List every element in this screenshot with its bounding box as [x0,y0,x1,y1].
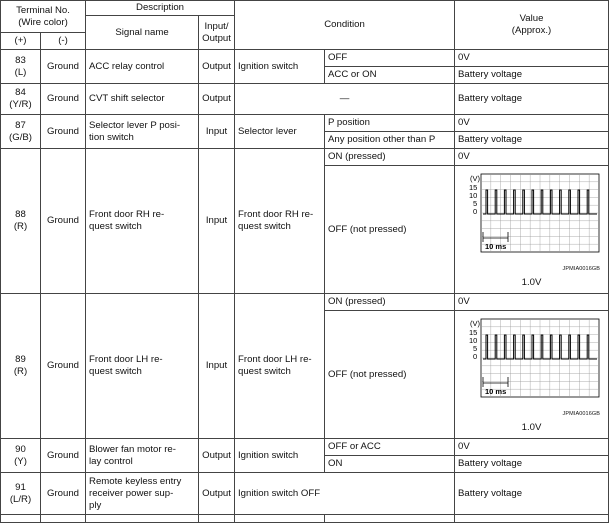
sub-condition-cell: OFF [325,50,455,67]
sub-condition-cell: ON (pressed) [325,149,455,166]
header-terminal-no-text: Terminal No. [16,4,70,16]
value-cell: 0V [455,115,609,132]
scope-caption: 1.0V [521,277,542,288]
header-input-output: Input/ Output [199,16,235,50]
table-row [1,149,609,166]
ground-cell: Ground [41,149,86,294]
value-cell: Battery voltage [455,456,609,473]
table-row [1,473,609,515]
sub-condition-cell: ON (pressed) [325,294,455,311]
oscilloscope-waveform [455,166,608,293]
scope-time-label: 10 ms [485,242,507,251]
ground-cell: Ground [41,50,86,84]
sub-condition-cell: ON [325,456,455,473]
condition-cell: Ignition switch [235,50,325,84]
signal-name-cell: CVT shift selector [86,84,199,115]
header-value-text: Value [519,13,544,24]
sub-condition-cell: OFF (not pressed) [325,166,455,294]
value-cell: Battery voltage [455,132,609,149]
terminal-cell: 89 (R) [1,294,41,439]
ground-cell: Ground [41,84,86,115]
scope-tick-label: 0 [473,207,478,216]
image-id-label: JPMIA0016GB [562,266,601,272]
header-terminal-no [1,1,86,33]
table-row [1,50,609,67]
signal-name-cell: Front door RH re- quest switch [86,149,199,294]
sub-condition-cell: OFF or ACC [325,439,455,456]
scope-tick-label: 10 [469,191,478,200]
terminal-cell: 83 (L) [1,50,41,84]
io-cell: Input [199,294,235,439]
scope-tick-label: 10 [469,336,478,345]
table-row [1,515,609,523]
header-approx-text: (Approx.) [511,25,552,36]
ground-cell: Ground [41,115,86,149]
value-cell: 0V [455,149,609,166]
value-cell: 0V [455,50,609,67]
signal-name-cell: Remote keyless entry receiver power sup- ply [86,473,199,515]
sub-condition-cell: OFF (not pressed) [325,311,455,439]
signal-name-cell: ACC relay control [86,50,199,84]
signal-name-cell: Selector lever P posi- tion switch [86,115,199,149]
condition-cell: — [235,84,455,115]
scope-tick-label: 5 [473,344,478,353]
scope-unit-label: (V) [470,174,481,183]
terminal-cell: 90 (Y) [1,439,41,473]
io-cell: Output [199,50,235,84]
table-row [1,115,609,132]
io-cell: Output [199,439,235,473]
scope-tick-label: 15 [469,183,478,192]
io-cell: Input [199,115,235,149]
oscilloscope-cell [455,166,609,294]
header-wire-color-text: (Wire color) [18,16,68,28]
terminal-cell: 87 (G/B) [1,115,41,149]
scope-tick-label: 0 [473,352,478,361]
scope-tick-label: 5 [473,199,478,208]
value-cell: 0V [455,294,609,311]
io-cell: Output [199,473,235,515]
io-cell: Output [199,84,235,115]
header-signal-name: Signal name [86,16,199,50]
header-minus: (-) [41,33,86,50]
image-id-label: JPMIA0016GB [562,411,601,417]
oscilloscope-cell [455,311,609,439]
scope-time-label: 10 ms [485,387,507,396]
ground-cell: Ground [41,294,86,439]
value-cell: Battery voltage [455,473,609,515]
sub-condition-cell: ACC or ON [325,67,455,84]
sub-condition-cell: Any position other than P [325,132,455,149]
value-cell: Battery voltage [455,67,609,84]
header-description: Description [86,1,235,16]
header-condition: Condition [235,1,455,50]
waveform-graph [459,170,605,256]
terminal-cell: 84 (Y/R) [1,84,41,115]
sub-condition-cell: P position [325,115,455,132]
condition-cell: Front door RH re- quest switch [235,149,325,294]
scope-tick-label: 15 [469,328,478,337]
waveform-graph [459,315,605,401]
condition-cell: Ignition switch [235,439,325,473]
ground-cell: Ground [41,439,86,473]
ground-cell: Ground [41,473,86,515]
signal-name-cell: Front door LH re- quest switch [86,294,199,439]
table-row [1,439,609,456]
scope-caption: 1.0V [521,422,542,433]
io-cell: Input [199,149,235,294]
value-cell: 0V [455,439,609,456]
terminal-cell: 91 (L/R) [1,473,41,515]
condition-cell: Ignition switch OFF [235,473,455,515]
table-row [1,294,609,311]
scope-unit-label: (V) [470,319,481,328]
signal-name-cell: Blower fan motor re- lay control [86,439,199,473]
oscilloscope-waveform [455,311,608,438]
header-value [455,1,609,50]
condition-cell: Selector lever [235,115,325,149]
table-row [1,84,609,115]
terminal-cell: 88 (R) [1,149,41,294]
value-cell: Battery voltage [455,84,609,115]
header-plus: (+) [1,33,41,50]
condition-cell: Front door LH re- quest switch [235,294,325,439]
